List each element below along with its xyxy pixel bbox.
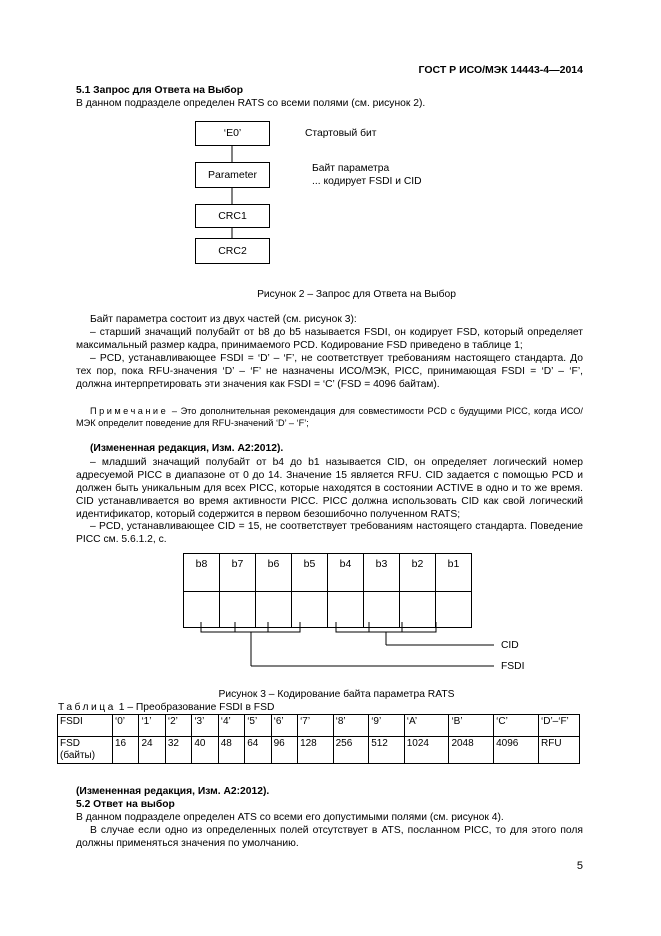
fig3-bracket-lines (0, 600, 661, 680)
table-row (58, 737, 580, 764)
section-5-1-intro: В данном подразделе определен RATS со всеми полями (см. рисунок 2). (76, 98, 426, 109)
amendment-note-2: (Измененная редакция, Изм. А2:2012). (76, 786, 270, 797)
table-row (58, 715, 580, 737)
figure-3-caption: Рисунок 3 – Кодирование байта параметра RATS (218, 689, 455, 700)
table-cell: ‘8’ (333, 715, 369, 737)
table-cell: 4096 (494, 737, 539, 764)
table-cell: 2048 (449, 737, 494, 764)
section-5-2-default-values: В случае если одно из определенных полей отсутствует в ATS, посланном PICC, то для этого поля должны применяться значения по умолчанию. (76, 825, 583, 849)
table-cell: ‘7’ (298, 715, 334, 737)
paragraph-cid: – младший значащий полубайт от b4 до b1 называется CID, он определяет логический номер адресуемой PICC в диапазоне от 0 до 14. Значение 15 является RFU. CID задается с помощью PCD и должен быть уникальным для всех PICC, которые находятся в состоянии ACTIVE в одно и то же время. CID устанавливается во время активности PICC. PICC должна использовать CID как свой логический идентификатор, который содержится в первом безошибочно полученном RATS; (76, 457, 583, 520)
table-1 (57, 714, 580, 764)
table-cell: FSD (байты) (58, 737, 113, 764)
figure-2-caption: Рисунок 2 – Запрос для Ответа на Выбор (257, 289, 456, 300)
fig3-bit-b1: b1 (436, 554, 472, 592)
table-cell: ‘3’ (192, 715, 218, 737)
fig2-label-param-1: Байт параметра (312, 163, 390, 174)
note (76, 405, 583, 429)
fig2-box-crc2: CRC2 (195, 238, 270, 264)
fig2-box-e0: ‘E0’ (195, 121, 270, 146)
table-cell: ‘6’ (271, 715, 297, 737)
table-cell: ‘D’–‘F’ (539, 715, 580, 737)
paragraph-param-parts: Байт параметра состоит из двух частей (см. рисунок 3): (90, 314, 357, 325)
table-cell: RFU (539, 737, 580, 764)
table-cell: ‘C’ (494, 715, 539, 737)
table-cell: ‘0’ (113, 715, 139, 737)
document-header: ГОСТ Р ИСО/МЭК 14443-4—2014 (418, 64, 583, 76)
fig3-bit-b8: b8 (184, 554, 220, 592)
fig2-box-parameter: Parameter (195, 162, 270, 188)
fig3-bit-b3: b3 (364, 554, 400, 592)
table-cell: ‘9’ (369, 715, 405, 737)
table-cell: ‘2’ (165, 715, 191, 737)
fig2-box-crc1: CRC1 (195, 204, 270, 228)
paragraph-fsdi: – старший значащий полубайт от b8 до b5 называется FSDI, он кодирует FSD, который определяет максимальный размер кадра, принимаемого PCD. Кодирование FSD приведено в таблице 1; (76, 327, 583, 351)
fig3-label-cid: CID (501, 640, 519, 651)
table-cell: FSDI (58, 715, 113, 737)
note-label: Примечание (90, 406, 169, 416)
fig2-label-start-bit: Стартовый бит (305, 128, 377, 139)
table-cell: 128 (298, 737, 334, 764)
table-cell: ‘4’ (218, 715, 244, 737)
table-1-label: Таблица (58, 702, 116, 713)
table-cell: 512 (369, 737, 405, 764)
table-cell: ‘A’ (404, 715, 449, 737)
table-cell: 32 (165, 737, 191, 764)
fig3-bit-b2: b2 (400, 554, 436, 592)
table-cell: 16 (113, 737, 139, 764)
paragraph-fsdi-rfu: – PCD, устанавливающее FSDI = ‘D’ – ‘F’, не соответствует требованиям настоящего стандарта. До тех пор, пока RFU-значения ‘D’ – ‘F’ не назначены ИСО/МЭК, PICC, принимающая FSDI = ‘D’ – ‘F’, должна интерпретировать эти значения как FSDI = ‘C’ (FSD = 4096 байтам). (76, 353, 583, 390)
paragraph-cid-rfu: – PCD, устанавливающее CID = 15, не соответствует требованиям настоящего стандарта. Поведение PICC см. 5.6.1.2, c. (76, 521, 583, 545)
figure-2-connectors (0, 0, 661, 300)
fig3-bit-b6: b6 (256, 554, 292, 592)
table-cell: 256 (333, 737, 369, 764)
table-cell: 40 (192, 737, 218, 764)
table-1-title (58, 701, 274, 714)
table-cell: ‘1’ (139, 715, 165, 737)
page-number: 5 (576, 860, 583, 872)
fig2-label-param-2: ... кодирует FSDI и CID (312, 176, 422, 187)
note-text: – Это дополнительная рекомендация для совместимости PCD с будущими PICC, когда ИСО/МЭК определит поведение для RFU-значений ‘D’ – ‘F’; (76, 406, 583, 428)
section-5-1-title: 5.1 Запрос для Ответа на Выбор (76, 85, 243, 96)
fig3-bit-b5: b5 (292, 554, 328, 592)
amendment-note-1: (Измененная редакция, Изм. А2:2012). (90, 443, 284, 454)
fig3-bit-b4: b4 (328, 554, 364, 592)
fig3-label-fsdi: FSDI (501, 661, 525, 672)
table-cell: 48 (218, 737, 244, 764)
table-cell: 96 (271, 737, 297, 764)
fig3-bit-b7: b7 (220, 554, 256, 592)
table-cell: ‘5’ (245, 715, 271, 737)
table-cell: 24 (139, 737, 165, 764)
table-1-title-text: 1 – Преобразование FSDI в FSD (115, 702, 275, 713)
table-cell: 64 (245, 737, 271, 764)
section-5-2-title: 5.2 Ответ на выбор (76, 799, 175, 810)
table-cell: 1024 (404, 737, 449, 764)
table-cell: ‘B’ (449, 715, 494, 737)
section-5-2-intro: В данном подразделе определен ATS со всеми его допустимыми полями (см. рисунок 4). (76, 812, 504, 823)
